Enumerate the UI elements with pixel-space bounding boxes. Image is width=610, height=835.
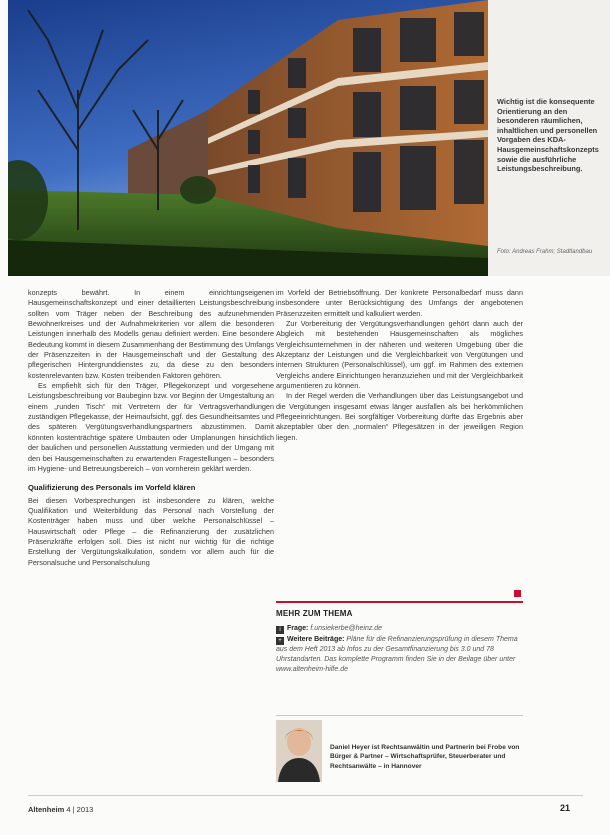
paragraph: Zur Vorbereitung der Vergütungsverhandlungen gehört dann auch der Abgleich mit bestehenden Hausgemeinschaften als mögliches Vergleichsunternehmen in der näheren und weiteren Umgebung über die Akzeptanz der Leistungen und die Vergleichbarkeit von Vergütungen und internen Strukturen (Personalschlüssel), um ggf. im Rahmen des externen Vergleichs andere Einrichtungen heranzuziehen und mit der Vergleichbarkeit argumentieren zu können. xyxy=(276,319,523,391)
page-number: 21 xyxy=(560,803,571,813)
subheading: Qualifizierung des Personals im Vorfeld klären xyxy=(28,483,196,493)
building-photo-graphic xyxy=(8,0,488,276)
photo-credit: Foto: Andreas Frahm; Stadtlandbau xyxy=(497,249,593,255)
paragraph: Es empfiehlt sich für den Träger, Pflegekonzept und vorgesehene Leistungsbeschreibung vor Baubeginn bzw. vor Beginn der Umgestaltung an einem „runden Tisch“ mit Vertretern der für Vertragsverhandlungen zuständigen Pflegekasse, der Heimaufsicht, ggf. des Gesundheitsamtes und des späteren Vergütungsverhandlungspartners abzustimmen. Damit könnten kostenträchtige spätere Umbauten oder Umplanungen hinsichtlich der baulichen und personellen Ausstattung vermieden und der Umgang mit den bei Hausgemeinschaften zu erwartenden Fragestellungen – besonders im Hygiene- und Betreuungsbereich – von vornherein geklärt werden. xyxy=(28,381,274,473)
issue-number: 4 | 2013 xyxy=(66,805,94,814)
paragraph: In der Regel werden die Verhandlungen über das Leistungsangebot und die Vergütungen insgesamt etwas länger ausfallen als bei herkömmlichen Pflegeeinrichtungen. Bei sorgfältiger Vorbereitung dürfte das Ergebnis aber akzeptabler über den „normalen“ Pflegesätzen in der jeweiligen Region liegen. xyxy=(276,391,523,442)
more-articles-text: Pläne für die Refinanzierungsprüfung in diesem Thema aus dem Heft 2013 ab Infos zu der Gesamtfinanzierung bis 3.0 und 78 Uhrstandarten. Das komplette Programm finden Sie in der Beilage über unter www.altenheim-hilfe.de xyxy=(276,636,518,673)
paragraph: im Vorfeld der Betriebsöffnung. Der konkrete Personalbedarf muss dann insbesondere unter Berücksichtigung des Umfangs der angebotenen Präsenzzeiten ermittelt und kalkuliert werden. xyxy=(276,288,523,318)
more-title: MEHR ZUM THEMA xyxy=(276,609,353,618)
paragraph: Bei diesen Vorbesprechungen ist insbesondere zu klären, welche Qualifikation und Weiterbildung das Personal nach Vorstellung der Kostenträger haben muss und über welche Personalschlüssel – Hauswirtschaft oder Pflege – die Refinanzierung der zusätzlichen Präsenzkräfte erfolgen soll. Dies ist nicht nur wichtig für die richtige Erstellung der Vergütungskalkulation, sondern vor allem auch für die Personalsuche und Personalschulung xyxy=(28,495,274,567)
author-bio: Daniel Heyer ist Rechtsanwältin und Partnerin bei Frobe von Bürger & Partner – Wirtschaftsprüfer, Steuerberater und Rechtsanwälte – in Hannover xyxy=(330,744,520,770)
more-articles xyxy=(276,635,523,675)
more-articles-label: Weitere Beiträge: xyxy=(287,636,345,643)
author-portrait xyxy=(276,720,322,782)
building-photo xyxy=(8,0,488,276)
more-divider xyxy=(276,601,523,603)
article-left-column xyxy=(28,288,274,568)
more-bottom-divider xyxy=(276,715,523,716)
magazine-name: Altenheim xyxy=(28,805,65,814)
article-end-mark xyxy=(514,590,521,597)
question-email[interactable]: f.unsiekerbe@heinz.de xyxy=(310,625,383,632)
article-right-column xyxy=(276,288,523,443)
more-question xyxy=(276,624,523,634)
paragraph: konzepts bewährt. In einem einrichtungseigenen Hausgemeinschaftskonzept und einer detaillierten Leistungsbeschreibung sollten vom Träger neben der Beschreibung des aufzunehmenden Bewohnerkreises und der Aufnahmekriterien vor allem die besonderen Leistungen innerhalb des Modells genau definiert werden. Eine besondere Bedeutung kommt in diesem Zusammenhang der Bestimmung des Umfangs der Präsenzzeiten in der Hausgemeinschaft und der Gestaltung des pflegerischen Hintergrunddienstes zu, da diese zu den besonders kostenrelevanten bzw. Kosten treibenden Faktoren gehören. xyxy=(28,288,274,380)
plus-icon: + xyxy=(276,637,284,645)
footer-divider xyxy=(28,795,583,796)
photo-caption: Wichtig ist die konsequente Orientierung an den besonderen räumlichen, inhaltlichen und personellen Vorgaben des KDA-Hausgemeinschaftskonzepts sowie die ausführliche Leistungsbeschreibung. xyxy=(497,97,599,174)
info-icon: i xyxy=(276,626,284,634)
question-label: Frage: xyxy=(287,625,309,632)
author-portrait-graphic xyxy=(276,720,322,782)
footer-magazine xyxy=(28,805,93,814)
